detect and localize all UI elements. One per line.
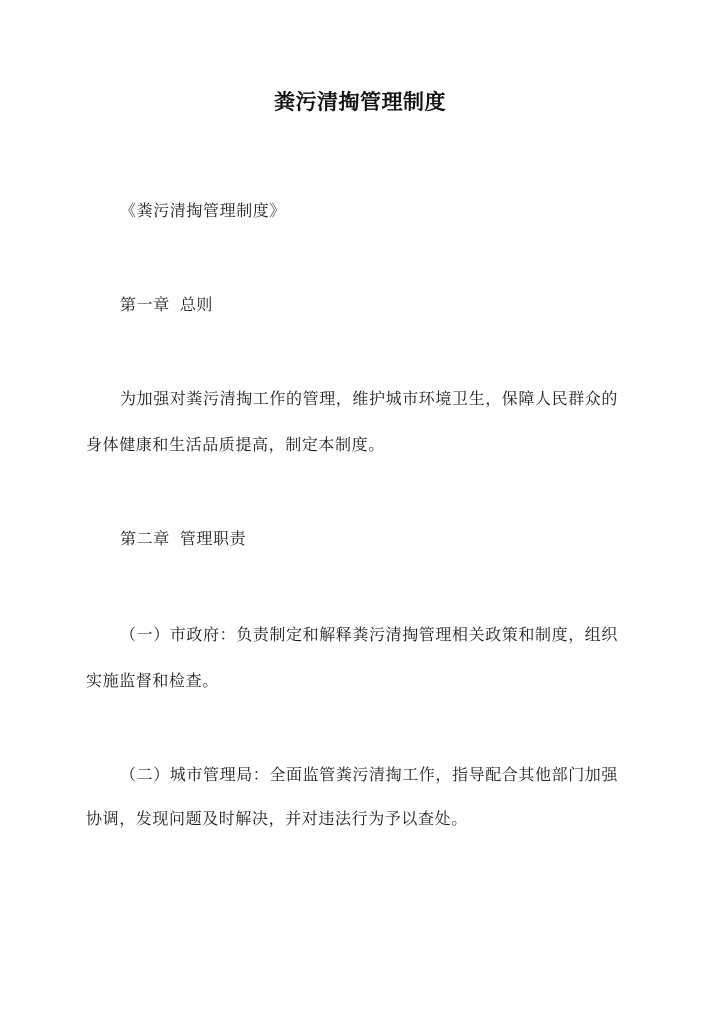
- chapter1-paragraph-line2: 身体健康和生活品质提高，制定本制度。: [86, 435, 385, 454]
- chapter1-number: 第一章: [120, 295, 170, 314]
- chapter1-heading: [120, 292, 213, 315]
- chapter2-heading: [120, 526, 246, 549]
- chapter2-item1-line2: 实施监督和检查。: [86, 671, 219, 690]
- document-title: 粪污清掏管理制度: [274, 89, 446, 114]
- chapter2-item2-line2: 协调，发现问题及时解决，并对违法行为予以查处。: [86, 809, 468, 828]
- document-name-line: 《粪污清掏管理制度》: [120, 201, 287, 220]
- chapter2-item2-line1: （二）城市管理局：全面监管粪污清掏工作，指导配合其他部门加强: [120, 765, 619, 784]
- chapter1-title: 总则: [179, 295, 214, 314]
- chapter2-title: 管理职责: [179, 529, 247, 548]
- chapter2-item1-line1: （一）市政府：负责制定和解释粪污清掏管理相关政策和制度，组织: [120, 625, 619, 644]
- chapter1-paragraph-line1: 为加强对粪污清掏工作的管理，维护城市环境卫生，保障人民群众的: [120, 389, 619, 408]
- chapter2-number: 第二章: [120, 529, 170, 548]
